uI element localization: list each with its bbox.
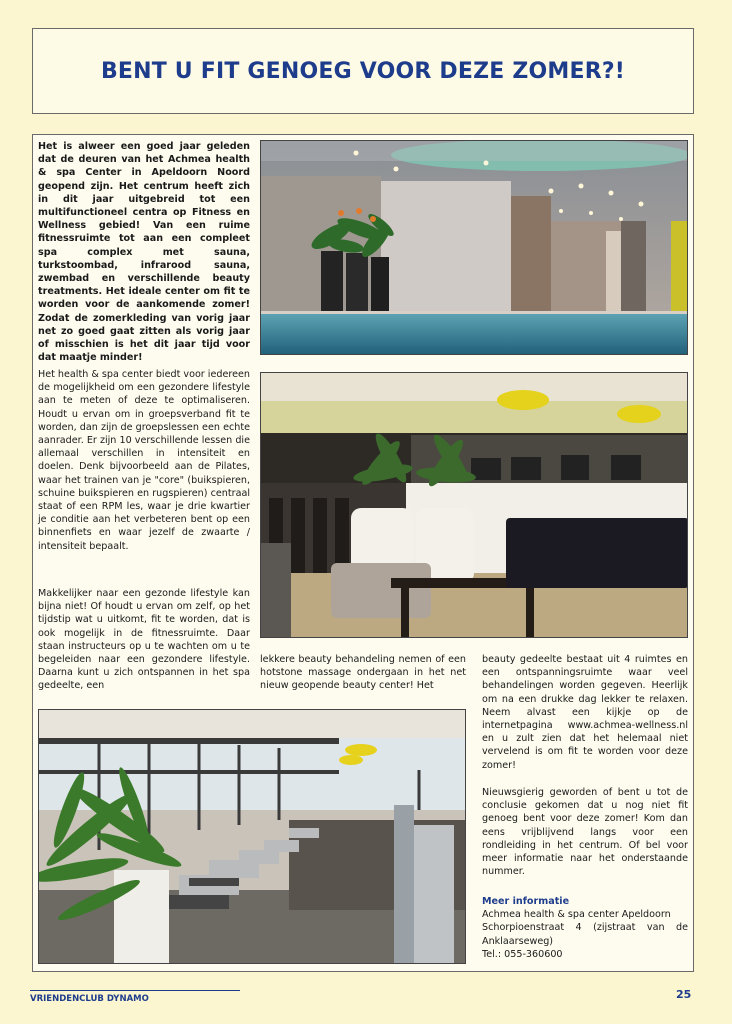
beauty-paragraph: lekkere beauty behandeling nemen of een hotstone massage ondergaan in het net nieuw geopende beauty center! Het [260, 654, 466, 692]
pool-image [261, 141, 688, 355]
contact-heading: Meer informatie [482, 896, 570, 907]
lounge-photo [260, 372, 688, 638]
title-box [32, 28, 694, 114]
page-title: BENT U FIT GENOEG VOOR DEZE ZOMER?! [100, 58, 626, 84]
group-lessons-paragraph: Het health & spa center biedt voor iedereen de mogelijkheid om een gezondere lifestyle aan te meten of deze te optimaliseren. Houdt u ervan om in groepsverband fit te worden, dan zijn de groepslessen een echte aanrader. Er zijn 10 verschillende lessen die allemaal verschillen in intensiteit en doelen. Denk bijvoorbeeld aan de Pilates, waar het trainen van je "core" (buikspieren, schuine buikspieren en rugspieren) centraal staat of een RPM les, waar je drie kwartier je conditie aan het verbeteren bent op een binnenfiets en waar jezelf de zwaarte / intensiteit bepaalt. [38, 369, 250, 552]
gym-photo [38, 709, 466, 964]
intro-paragraph: Het is alweer een goed jaar geleden dat de deuren van het Achmea health & spa Center in Apeldoorn Noord geopend zijn. Het centrum heeft zich in dit jaar uitgebreid tot een multifunctioneel centra op Fitness en Wellness gebied! Van een ruime fitnessruimte tot aan een compleet spa complex met sauna, turkstoombad, infrarood sauna, zwembad en verschillende beauty treatments. Het ideale center om fit te worden voor de aankomende zomer! Zodat de zomerkleding van vorig jaar net zo goed gaat zitten als vorig jaar of misschien is het dit jaar tijd voor dat maatje minder! [38, 141, 250, 364]
lounge-image [261, 373, 688, 638]
contact-phone: Tel.: 055-360600 [482, 948, 563, 960]
contact-address: Schorpioenstraat 4 (zijstraat van de Anklaarseweg) [482, 922, 688, 947]
gym-image [39, 710, 466, 964]
beauty-details-paragraph: beauty gedeelte bestaat uit 4 ruimtes en een ontspanningsruimte waar veel behandelingen worden gegeven. Heerlijk om na een drukke dag lekker te relaxen. Neem alvast een kijkje op de internetpagina www.achmea-wellness.nl en u zult zien dat het helemaal niet vervelend is om fit te worden voor deze zomer! [482, 654, 688, 771]
page-number: 25 [676, 988, 692, 1001]
visit-paragraph: Nieuwsgierig geworden of bent u tot de conclusie gekomen dat u nog niet fit genoeg bent voor deze zomer! Kom dan eens vrijblijvend langs voor een rondleiding in het centrum. Of bel voor meer informatie naar het onderstaande nummer. [482, 787, 688, 878]
footer-publication: VRIENDENCLUB DYNAMO [30, 994, 149, 1004]
contact-name: Achmea health & spa center Apeldoorn [482, 909, 671, 921]
contact-info [482, 895, 688, 961]
pool-photo [260, 140, 688, 355]
fitness-room-paragraph: Makkelijker naar een gezonde lifestyle kan bijna niet! Of houdt u ervan om zelf, op het tijdstip wat u uitkomt, fit te worden, dat is ook mogelijk in de fitnessruimte. Daar staan instructeurs op u te wachten om u te begeleiden naar een gezondere lifestyle. Daarna kunt u zich ontspannen in het spa gedeelte, een [38, 588, 250, 692]
footer-divider [30, 990, 240, 991]
